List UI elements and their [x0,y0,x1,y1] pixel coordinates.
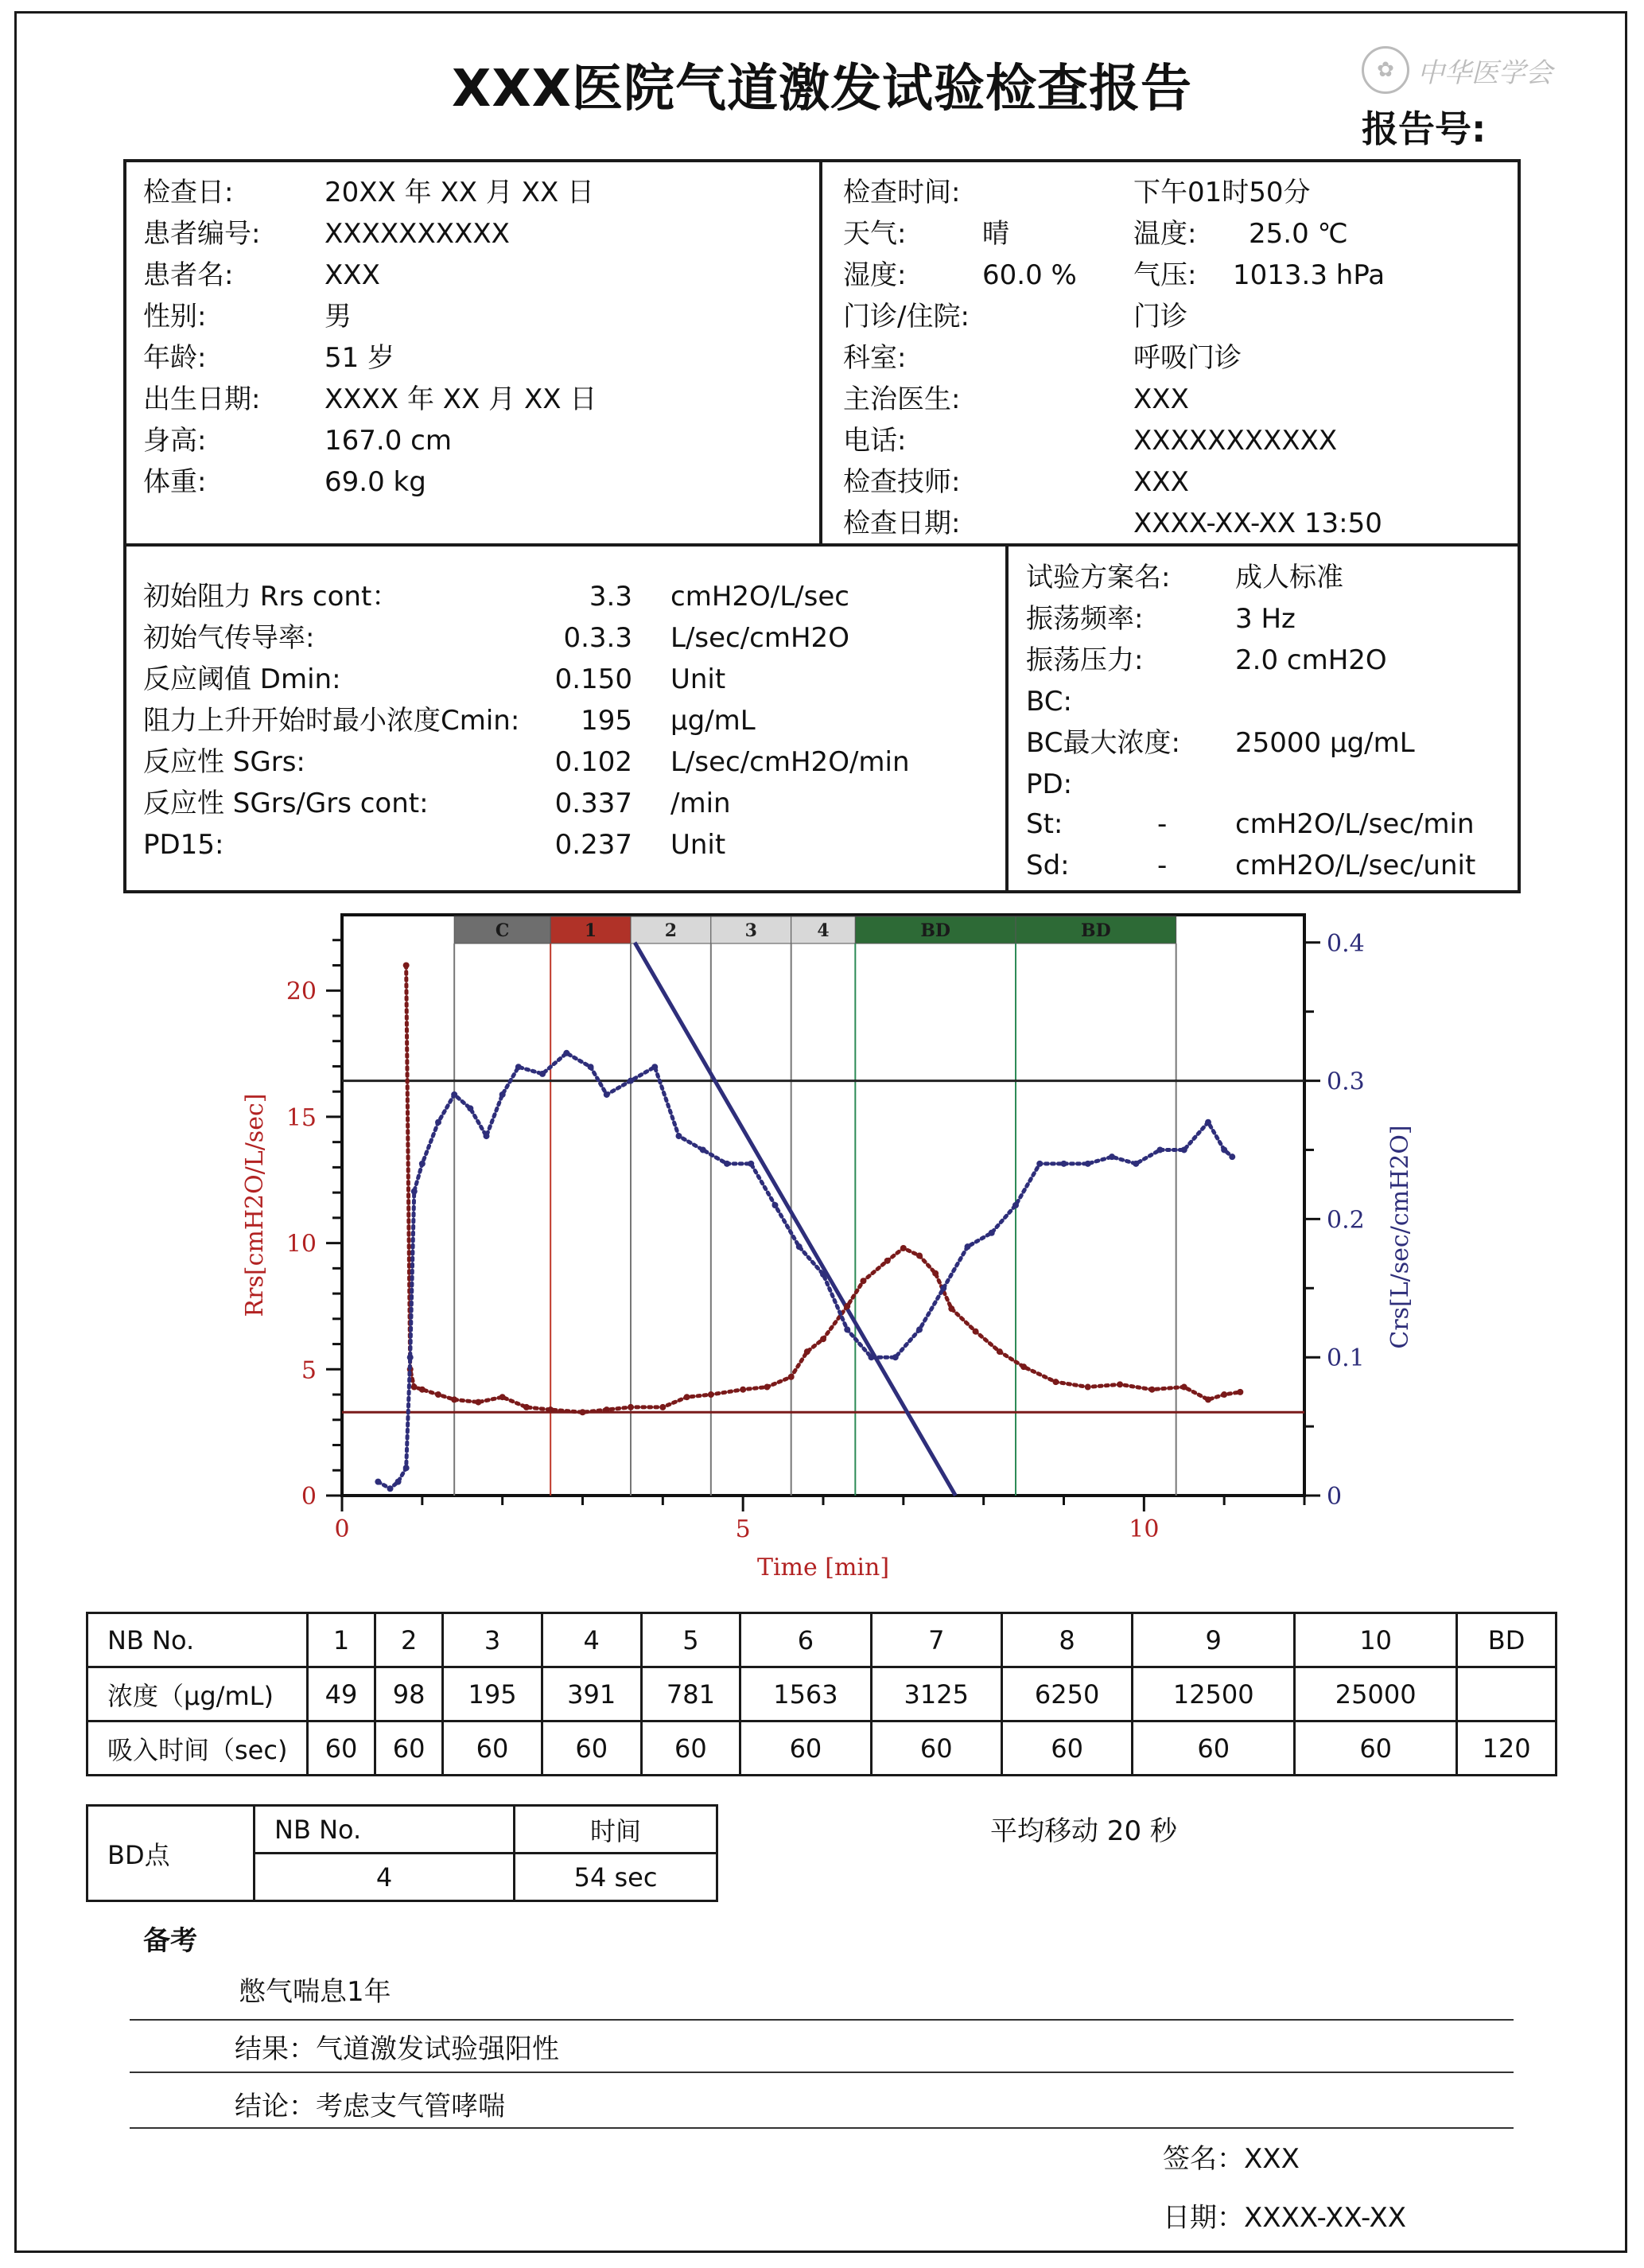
protocol-value: 成人标准 [1235,562,1343,593]
x-axis-label: Time [min] [756,1554,890,1581]
dose-header-cell: 6 [740,1613,871,1667]
dose-header-cell: 3 [443,1613,542,1667]
crs-data-point [1181,1146,1187,1153]
crs-data-point [869,1354,875,1360]
rrs-data-point [659,1404,666,1410]
y-left-tick-label: 0 [301,1483,317,1511]
crs-data-point [499,1091,506,1098]
rrs-data-point [1117,1381,1123,1387]
dose-header-cell: NB No. [87,1613,308,1667]
y-left-tick-label: 20 [286,978,317,1006]
rrs-data-point [628,1404,634,1410]
sd-value: - [1157,850,1168,881]
crs-data-point [563,1050,569,1056]
dose-concentration-row [87,1667,1557,1721]
patient-field-label: 患者编号: [143,218,261,250]
result-label: 反应阈值 Dmin: [143,663,341,695]
exam-field-label: 主治医生: [843,383,961,415]
dose-header-cell: BD [1457,1613,1557,1667]
result-unit: L/sec/cmH2O [670,622,849,654]
stage-label: 3 [744,920,757,941]
remark-divider [130,2127,1514,2129]
report-number-label: 报告号: [1362,107,1487,150]
exam-field-value: 门诊 [1133,301,1187,333]
weather-label: 天气: [843,218,907,250]
protocol-label: PD: [1026,768,1073,800]
patient-field-value: XXXX 年 XX 月 XX 日 [325,383,597,415]
st-unit: cmH2O/L/sec/min [1235,808,1475,840]
protocol-value: 25000 μg/mL [1235,727,1415,759]
bd-nb-header: NB No. [255,1806,515,1854]
rrs-data-point [804,1348,810,1355]
patient-field-value: 20XX 年 XX 月 XX 日 [325,177,595,208]
exam-field-value: XXX [1133,383,1189,415]
moving-average: 平均移动 20 秒 [990,1815,1177,1847]
patient-field-value: 51 岁 [325,342,395,374]
stage-label: 2 [664,920,678,941]
crs-data-point [539,1071,546,1077]
dose-time-cell: 60 [1295,1721,1457,1776]
rrs-data-point [403,962,410,968]
patient-field-label: 检查日: [143,177,234,208]
rrs-data-point [523,1404,530,1410]
exam-field-label: 门诊/住院: [843,301,970,333]
st-label: St: [1026,808,1063,840]
stage-label: BD [920,920,951,941]
patient-field-value: 男 [325,301,352,333]
crs-data-point [403,1465,410,1471]
rrs-data-point [1205,1396,1211,1402]
dose-time-cell: 60 [1001,1721,1132,1776]
patient-field-label: 体重: [143,466,207,498]
result-value: 0.3.3 [563,622,632,654]
temperature-label: 温度: [1133,218,1197,250]
rrs-data-point [1221,1391,1227,1398]
crs-data-point [1221,1146,1227,1153]
crs-data-point [395,1479,402,1485]
protocol-label: 试验方案名: [1026,562,1171,593]
rrs-data-point [475,1399,481,1406]
result-unit: μg/mL [670,705,756,737]
exam-time-label: 检查时间: [843,177,961,208]
crs-data-point [451,1091,457,1098]
patient-field-label: 出生日期: [143,383,261,415]
rrs-data-point [820,1336,826,1342]
crs-data-point [676,1133,682,1139]
y-left-tick-label: 10 [286,1230,317,1258]
crs-data-point [651,1064,658,1070]
patient-field-value: XXX [325,259,380,291]
crs-data-point [484,1133,490,1139]
rrs-data-point [411,1384,418,1391]
stage-label: BD [1080,920,1111,941]
dose-concentration-cell: 98 [375,1667,443,1721]
exam-field-value: XXX [1133,466,1189,498]
crs-data-point [1061,1161,1067,1167]
pressure-label: 气压: [1133,259,1197,291]
remark-divider [130,2072,1514,2073]
dose-concentration-cell: 781 [641,1667,740,1721]
result-unit: L/sec/cmH2O/min [670,746,910,778]
crs-data-point [1085,1161,1091,1167]
dose-header-row [87,1613,1557,1667]
result-unit: cmH2O/L/sec [670,581,849,613]
result-value: 0.150 [554,663,632,695]
rrs-data-point [973,1329,979,1335]
dose-header-cell: 5 [641,1613,740,1667]
exam-field-value: 呼吸门诊 [1133,342,1242,374]
crs-data-point [387,1485,394,1492]
crs-data-point [1036,1161,1043,1167]
crs-data-point [604,1091,610,1098]
rrs-data-point [1181,1384,1187,1391]
y-right-tick-label: 0 [1327,1483,1343,1511]
y-right-tick-label: 0.3 [1327,1068,1365,1096]
y-right-tick-label: 0.4 [1327,929,1365,958]
patient-field-value: 69.0 kg [325,466,426,498]
rrs-data-point [451,1396,457,1402]
rrs-data-point [900,1245,907,1251]
exam-field-label: 检查日期: [843,508,961,539]
dose-time-cell: 60 [641,1721,740,1776]
rrs-data-point [997,1348,1003,1355]
dose-concentration-cell: 391 [542,1667,641,1721]
result-label: 阻力上升开始时最小浓度Cmin: [143,705,520,737]
result-label: 初始阻力 Rrs cont： [143,581,399,613]
dose-time-cell: 60 [1133,1721,1295,1776]
dose-concentration-cell [1457,1667,1557,1721]
result-value: 0.337 [554,788,632,819]
watermark-text: 中华医学会 [1417,56,1553,89]
rrs-data-point [1052,1379,1059,1385]
remark-symptom: 憋气喘息1年 [239,1976,391,2008]
x-tick-label: 10 [1129,1515,1160,1543]
rrs-data-point [499,1394,506,1400]
crs-data-point [419,1161,426,1167]
dose-time-cell: 120 [1457,1721,1557,1776]
rrs-data-point [764,1384,770,1391]
crs-data-point [820,1271,826,1278]
temperature-value: 25.0 ℃ [1249,218,1348,250]
rrs-data-point [547,1406,554,1413]
exam-time-value: 下午01时50分 [1133,177,1311,208]
crs-data-point [940,1285,946,1291]
crs-series-line [378,1053,1232,1489]
crs-data-point [965,1243,971,1250]
rrs-data-point [1237,1389,1243,1395]
crs-data-point [700,1146,706,1153]
pressure-value: 1013.3 hPa [1233,259,1386,291]
rrs-data-point [604,1406,610,1413]
crs-data-point [844,1326,850,1332]
patient-field-label: 性别: [143,301,207,333]
rrs-data-point [860,1278,866,1284]
report-title: XXX医院气道激发试验检查报告 [451,60,1193,119]
bd-table [86,1804,718,1902]
result-label: 反应性 SGrs/Grs cont: [143,788,429,819]
dose-concentration-cell: 49 [308,1667,375,1721]
crs-data-point [435,1119,441,1126]
result-value: 195 [581,705,632,737]
crs-data-point [724,1161,730,1167]
rrs-data-point [948,1305,954,1312]
result-unit: Unit [670,663,726,695]
crs-data-point [1229,1153,1235,1160]
weather-value: 晴 [982,218,1009,250]
result-label: 反应性 SGrs: [143,746,305,778]
rrs-data-point [844,1303,850,1309]
rrs-data-point [916,1252,923,1258]
crs-data-point [628,1078,634,1084]
signature: 签名：XXX [1163,2143,1300,2175]
patient-field-label: 年龄: [143,342,207,374]
crs-data-point [375,1479,381,1485]
patient-field-value: XXXXXXXXXX [325,218,510,250]
crs-data-point [588,1064,594,1070]
dose-header-cell: 8 [1001,1613,1132,1667]
y-left-tick-label: 5 [301,1356,317,1385]
result-unit: /min [670,788,731,819]
exam-field-value: XXXX-XX-XX 13:50 [1133,508,1382,539]
humidity-label: 湿度: [843,259,907,291]
stage-label: C [495,920,510,941]
stage-label: 1 [584,920,597,941]
remarks-title: 备考 [143,1925,197,1957]
bd-nb-value: 4 [255,1854,515,1901]
dose-time-cell: 吸入时间（sec) [87,1721,308,1776]
dose-concentration-cell: 25000 [1295,1667,1457,1721]
crs-data-point [515,1064,522,1070]
result-value: 0.102 [554,746,632,778]
sd-label: Sd: [1026,850,1070,881]
seal-icon: ✿ [1362,46,1409,94]
crs-data-point [916,1326,923,1332]
bd-time-header: 时间 [515,1806,717,1854]
result-label: PD15: [143,829,224,861]
crs-data-point [467,1105,473,1111]
dose-header-cell: 1 [308,1613,375,1667]
result-value: 3.3 [589,581,632,613]
result-label: 初始气传导率: [143,622,315,654]
rrs-data-point [1148,1387,1155,1393]
crs-data-point [1205,1119,1211,1126]
crs-data-point [1133,1161,1139,1167]
exam-field-label: 科室: [843,342,907,374]
y-left-axis-label: Rrs[cmH2O/L/sec] [241,1093,269,1317]
result-value: 0.237 [554,829,632,861]
dose-time-cell: 60 [443,1721,542,1776]
rrs-data-point [580,1409,586,1415]
result-unit: Unit [670,829,726,861]
crs-data-point [407,1354,414,1360]
dose-header-cell: 10 [1295,1613,1457,1667]
exam-field-value: XXXXXXXXXXX [1133,425,1338,457]
y-left-tick-label: 15 [286,1103,317,1132]
crs-data-point [796,1243,803,1250]
rrs-data-point [684,1394,690,1400]
dose-concentration-cell: 3125 [871,1667,1001,1721]
protocol-label: 振荡频率: [1026,603,1144,635]
protocol-label: BC: [1026,686,1072,718]
stage-label: 4 [817,920,830,941]
dose-time-row [87,1721,1557,1776]
dose-header-cell: 4 [542,1613,641,1667]
dose-concentration-cell: 浓度（μg/mL) [87,1667,308,1721]
dose-concentration-cell: 1563 [740,1667,871,1721]
patient-field-label: 身高: [143,425,207,457]
rrs-series-line [406,965,1241,1412]
crs-data-point [989,1230,995,1236]
y-right-tick-label: 0.1 [1327,1344,1365,1373]
crs-data-point [892,1354,899,1360]
rrs-data-point [884,1258,891,1264]
bd-time-value: 54 sec [515,1854,717,1901]
x-tick-label: 5 [735,1515,751,1543]
protocol-value: 3 Hz [1235,603,1296,635]
remark-result: 结果：气道激发试验强阳性 [235,2033,559,2065]
sd-unit: cmH2O/L/sec/unit [1235,850,1476,881]
dose-header-cell: 7 [871,1613,1001,1667]
report-date: 日期：XXXX-XX-XX [1163,2202,1407,2234]
x-tick-label: 0 [334,1515,350,1543]
crs-data-point [748,1161,754,1167]
patient-field-value: 167.0 cm [325,425,452,457]
exam-field-label: 电话: [843,425,907,457]
dose-concentration-cell: 12500 [1133,1667,1295,1721]
rrs-data-point [1085,1384,1091,1391]
dose-time-cell: 60 [740,1721,871,1776]
rrs-data-point [708,1391,714,1398]
y-right-axis-label: Crs[L/sec/cmH2O] [1386,1125,1414,1349]
rrs-data-point [435,1391,441,1398]
dose-time-cell: 60 [375,1721,443,1776]
dose-table [86,1612,1557,1776]
remark-conclusion: 结论：考虑支气管哮喘 [235,2091,505,2122]
st-value: - [1157,808,1168,840]
protocol-label: 振荡压力: [1026,644,1144,676]
rrs-data-point [788,1374,795,1380]
bd-label: BD点 [87,1806,255,1901]
crs-data-point [411,1188,418,1195]
rrs-data-point [1020,1364,1027,1370]
patient-field-label: 患者名: [143,259,234,291]
dose-header-cell: 9 [1133,1613,1295,1667]
humidity-value: 60.0 % [982,259,1077,291]
exam-field-label: 检查技师: [843,466,961,498]
protocol-value: 2.0 cmH2O [1235,644,1387,676]
rrs-data-point [740,1387,746,1393]
plot-frame [342,915,1304,1496]
y-right-tick-label: 0.2 [1327,1206,1365,1235]
crs-data-point [1012,1202,1019,1208]
rrs-data-point [419,1387,426,1393]
crs-data-point [772,1202,779,1208]
dose-header-cell: 2 [375,1613,443,1667]
dose-time-cell: 60 [871,1721,1001,1776]
crs-data-point [1157,1146,1164,1153]
dose-concentration-cell: 6250 [1001,1667,1132,1721]
rrs-data-point [932,1270,939,1277]
protocol-label: BC最大浓度: [1026,727,1180,759]
remark-divider [130,2019,1514,2021]
dose-time-cell: 60 [542,1721,641,1776]
dose-concentration-cell: 195 [443,1667,542,1721]
dose-time-cell: 60 [308,1721,375,1776]
crs-data-point [1109,1153,1115,1160]
